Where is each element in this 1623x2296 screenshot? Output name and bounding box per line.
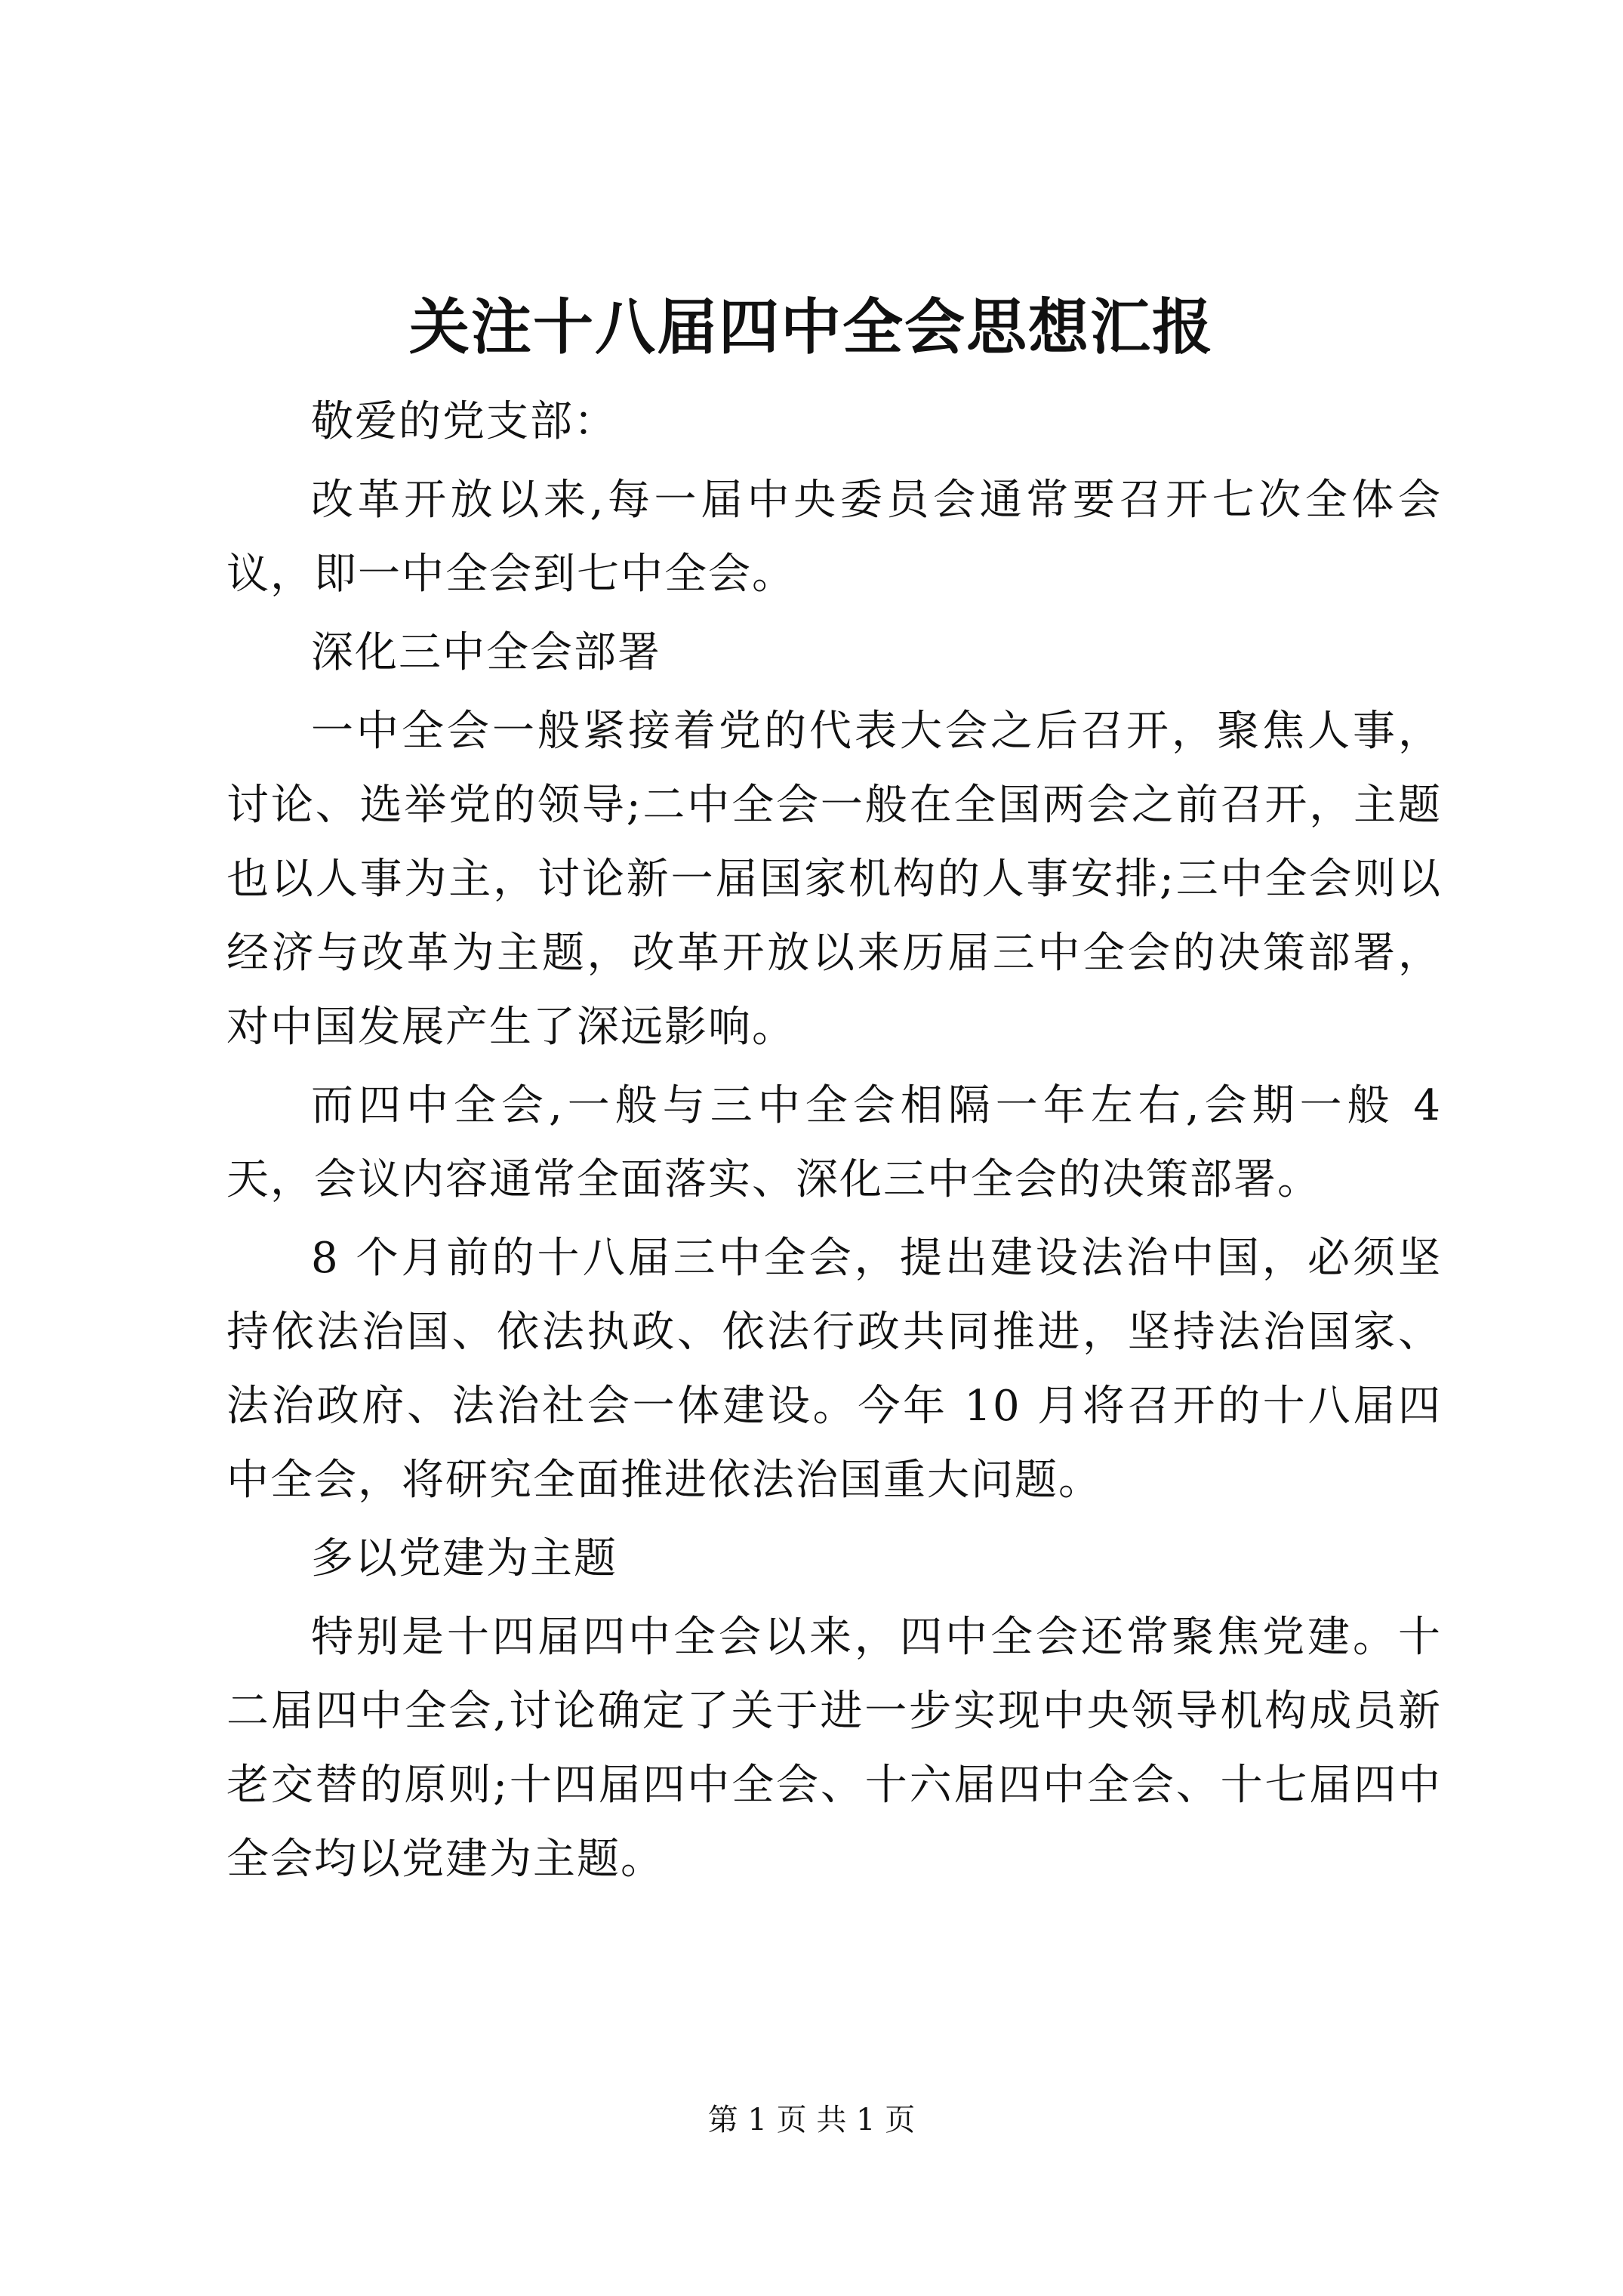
paragraph-salutation: 敬爱的党支部： bbox=[311, 397, 617, 446]
paragraph-rule-of-law: 8 个月前的十八届三中全会，提出建设法治中国，必须坚持依法治国、依法执政、依法行政共同推进，坚持法治国家、法治政府、法治社会一体建设。今年 10 月将召开的十八届四中全会，将研究全面推进依法治国重大问题。 bbox=[226, 1234, 1442, 1505]
document-body bbox=[226, 385, 1442, 1901]
page-footer: 第 1 页 共 1 页 bbox=[707, 2103, 916, 2137]
paragraph-intro: 改革开放以来,每一届中央委员会通常要召开七次全体会议，即一中全会到七中全会。 bbox=[226, 476, 1442, 599]
section-heading-deepen-third-plenum: 深化三中全会部署 bbox=[311, 628, 661, 677]
section-heading-party-building: 多以党建为主题 bbox=[311, 1534, 617, 1583]
paragraph-fourth-plenum: 而四中全会,一般与三中全会相隔一年左右,会期一般 4 天，会议内容通常全面落实、深化三中全会的决策部署。 bbox=[226, 1081, 1442, 1204]
document-title: 关注十八届四中全会思想汇报 bbox=[409, 291, 1214, 362]
paragraph-plenums-overview: 一中全会一般紧接着党的代表大会之后召开，聚焦人事，讨论、选举党的领导;二中全会一般在全国两会之前召开，主题也以人事为主，讨论新一届国家机构的人事安排;三中全会则以经济与改革为主题，改革开放以来历届三中全会的决策部署，对中国发展产生了深远影响。 bbox=[226, 707, 1442, 1052]
paragraph-party-building: 特别是十四届四中全会以来，四中全会还常聚焦党建。十二届四中全会,讨论确定了关于进一步实现中央领导机构成员新老交替的原则;十四届四中全会、十六届四中全会、十七届四中全会均以党建为主题。 bbox=[226, 1613, 1442, 1884]
